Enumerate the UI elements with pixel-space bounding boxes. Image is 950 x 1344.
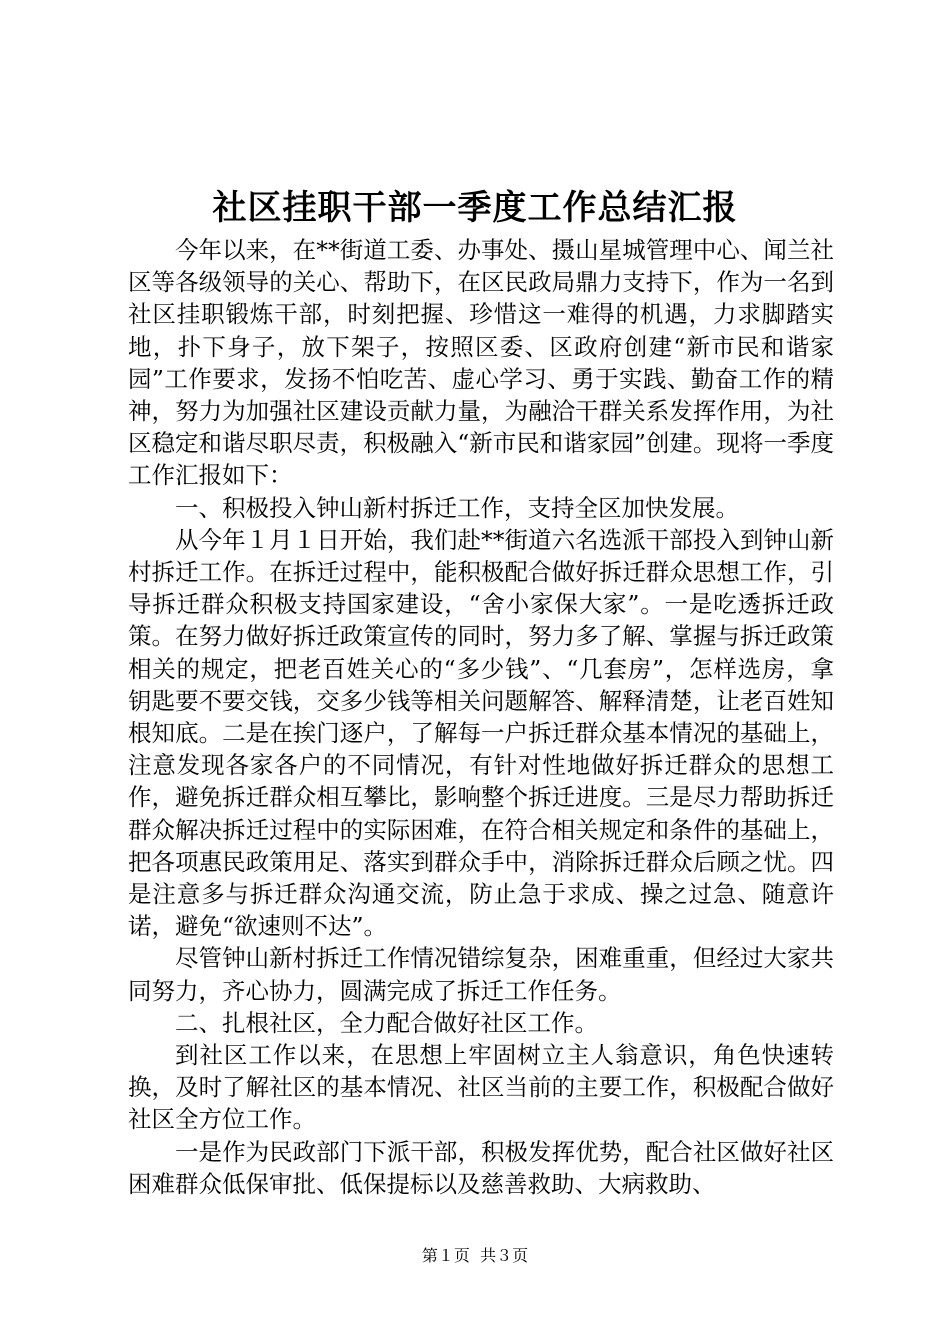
paragraph-civil-affairs: 一是作为民政部门下派干部，积极发挥优势，配合社区做好社区困难群众低保审批、低保提标以及慈善救助、大病救助、 (128, 1137, 834, 1198)
paragraph-demolition-result: 尽管钟山新村拆迁工作情况错综复杂，困难重重，但经过大家共同努力，齐心协力，圆满完成了拆迁工作任务。 (128, 944, 834, 1005)
footer-separator (470, 1246, 480, 1265)
document-title: 社区挂职干部一季度工作总结汇报 (212, 188, 738, 228)
page-footer (0, 1246, 950, 1266)
paragraph-demolition: 从今年１月１日开始，我们赴**街道六名选派干部投入到钟山新村拆迁工作。在拆迁过程中，能积极配合做好拆迁群众思想工作，引导拆迁群众积极支持国家建设，“舍小家保大家”。一是吃透拆迁政策。在努力做好拆迁政策宣传的同时，努力多了解、掌握与拆迁政策相关的规定，把老百姓关心的“多少钱”、“几套房”，怎样选房，拿钥匙要不要交钱，交多少钱等相关问题解答、解释清楚，让老百姓知根知底。二是在挨门逐户，了解每一户拆迁群众基本情况的基础上，注意发现各家各户的不同情况，有针对性地做好拆迁群众的思想工作，避免拆迁群众相互攀比，影响整个拆迁进度。三是尽力帮助拆迁群众解决拆迁过程中的实际困难，在符合相关规定和条件的基础上，把各项惠民政策用足、落实到群众手中，消除拆迁群众后顾之忧。四是注意多与拆迁群众沟通交流，防止急于求成、操之过急、随意许诺，避免“欲速则不达”。 (128, 525, 834, 941)
section-heading-2: 二、扎根社区，全力配合做好社区工作。 (175, 1008, 598, 1037)
paragraph-community-work: 到社区工作以来，在思想上牢固树立主人翁意识，角色快速转换，及时了解社区的基本情况、社区当前的主要工作，积极配合做好社区全方位工作。 (128, 1041, 834, 1134)
section-heading-1: 一、积极投入钟山新村拆迁工作，支持全区加快发展。 (175, 493, 739, 522)
paragraph-intro: 今年以来，在**街道工委、办事处、摄山星城管理中心、闻兰社区等各级领导的关心、帮助下，在区民政局鼎力支持下，作为一名到社区挂职锻炼干部，时刻把握、珍惜这一难得的机遇，力求脚踏实地，扑下身子，放下架子，按照区委、区政府创建“新市民和谐家园”工作要求，发扬不怕吃苦、虚心学习、勇于实践、勤奋工作的精神，努力为加强社区建设贡献力量，为融洽干群关系发挥作用，为社区稳定和谐尽职尽责，积极融入“新市民和谐家园”创建。现将一季度工作汇报如下： (128, 236, 834, 490)
document-body (128, 234, 834, 1200)
page-total: 共３页 (480, 1246, 529, 1265)
page-number: 第１页 (421, 1246, 470, 1265)
